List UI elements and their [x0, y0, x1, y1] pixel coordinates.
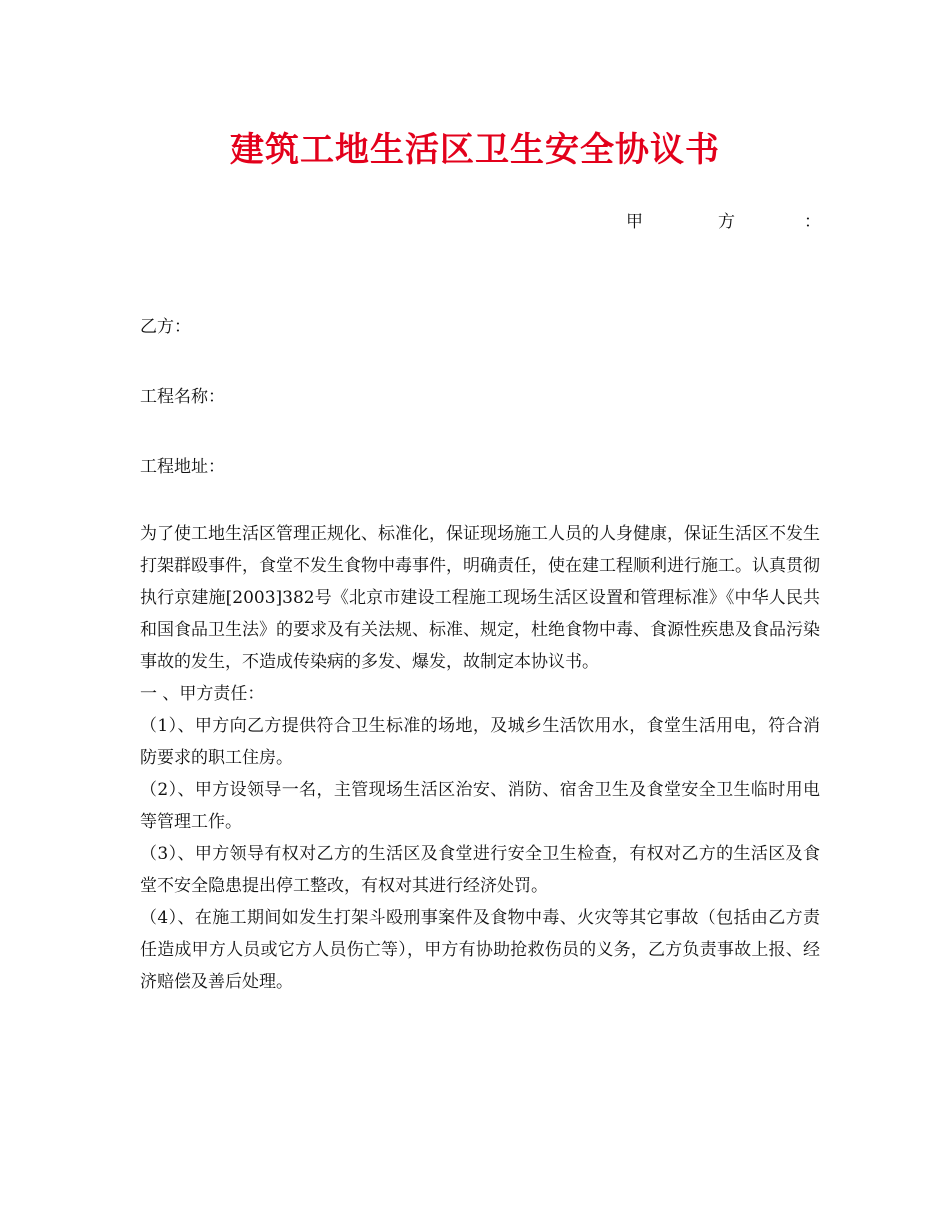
document-title: 建筑工地生活区卫生安全协议书: [230, 130, 720, 170]
clause-1: （1）、甲方向乙方提供符合卫生标准的场地，及城乡生活饮用水，食堂生活用电，符合消防要求的职工住房。: [140, 716, 820, 768]
party-a-label: [620, 208, 830, 236]
intro-paragraph: 为了使工地生活区管理正规化、标准化，保证现场施工人员的人身健康，保证生活区不发生打架群殴事件，食堂不发生食物中毒事件，明确责任，使在建工程顺利进行施工。认真贯彻执行京建施[2003]382号《北京市建设工程施工现场生活区设置和管理标准》《中华人民共和国食品卫生法》的要求及有关法规、标准、规定，杜绝食物中毒、食源性疾患及食品污染事故的发生，不造成传染病的多发、爆发，故制定本协议书。: [140, 524, 820, 672]
project-name-label: 工程名称：: [140, 387, 225, 407]
party-a-colon: ：: [804, 212, 821, 232]
clause-4: （4）、在施工期间如发生打架斗殴刑事案件及食物中毒、火灾等其它事故（包括由乙方责任造成甲方人员或它方人员伤亡等），甲方有协助抢救伤员的义务，乙方负责事故上报、经济赔偿及善后处理。: [140, 908, 820, 992]
project-address-label: 工程地址：: [140, 457, 225, 477]
agreement-body: [140, 518, 820, 998]
party-b-label: 乙方：: [140, 317, 191, 337]
clause-2: （2）、甲方设领导一名，主管现场生活区治安、消防、宿舍卫生及食堂安全卫生临时用电等管理工作。: [140, 780, 820, 832]
section-heading: 一 、甲方责任：: [140, 684, 265, 704]
clause-3: （3）、甲方领导有权对乙方的生活区及食堂进行安全卫生检查，有权对乙方的生活区及食堂不安全隐患提出停工整改，有权对其进行经济处罚。: [140, 844, 820, 896]
party-a-char-2: 方: [718, 212, 735, 232]
party-a-char-1: 甲: [626, 212, 643, 232]
